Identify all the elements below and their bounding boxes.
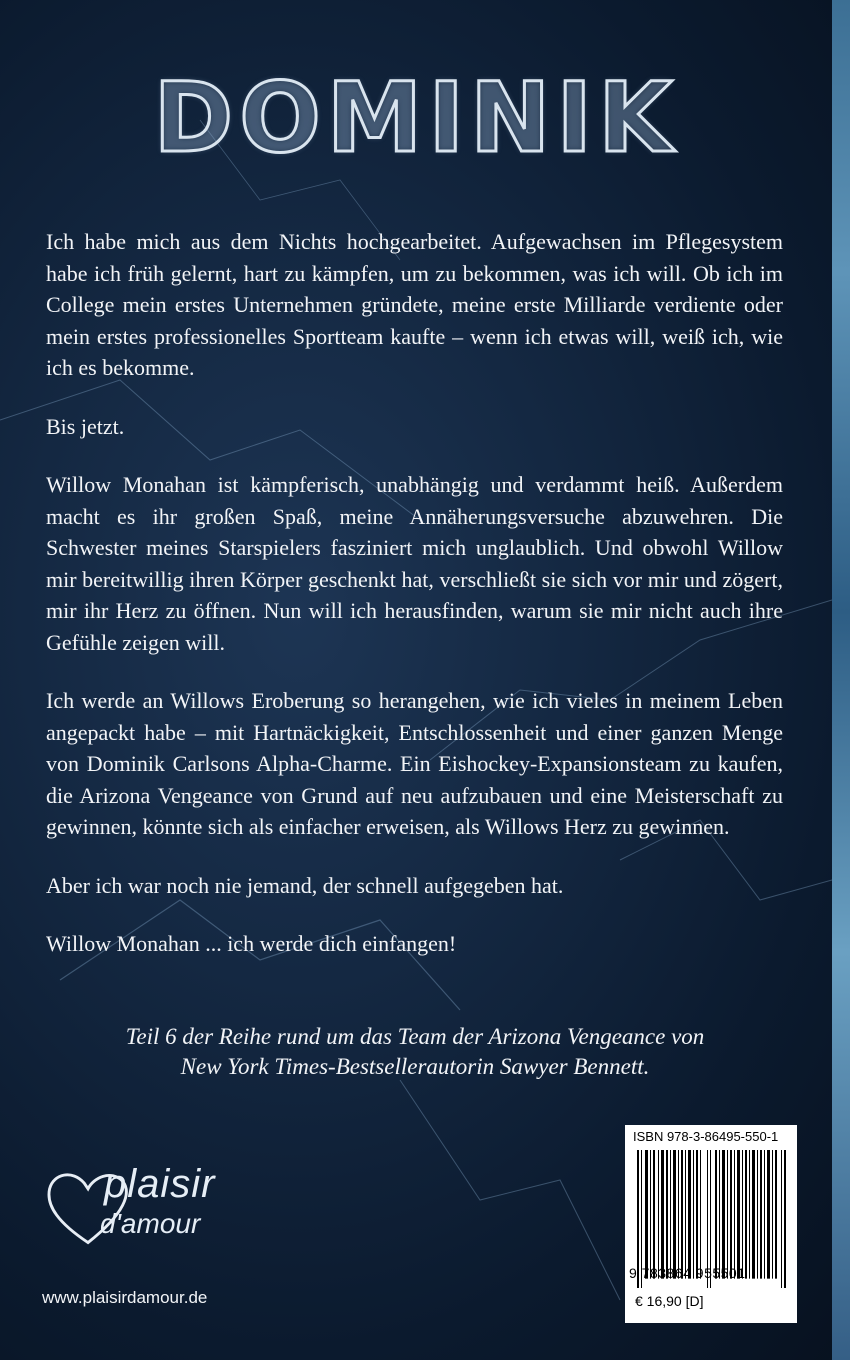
series-line-2: New York Times-Bestsellerautorin Sawyer Bennett. — [180, 1054, 650, 1079]
blurb-paragraph-2: Bis jetzt. — [46, 413, 125, 439]
series-line-1: Teil 6 der Reihe rund um das Team der Arizona Vengeance von — [125, 1024, 705, 1049]
blurb-paragraph-5: Aber ich war noch nie jemand, der schnell aufgegeben hat. — [46, 872, 564, 898]
blurb-paragraph-6: Willow Monahan ... ich werde dich einfangen! — [46, 931, 457, 956]
blurb-paragraph-3: Willow Monahan ist kämpferisch, unabhängig und verdammt heiß. Außerdem macht es ihr großen Spaß, meine Annäherungsversuche abzuwehren. Die Schwester meines Starspielers fasziniert mich unglaublich. Und obwohl Willow mir bereitwillig ihren Körper geschenkt hat, verschließt sie sich vor mir und zögert, mir ihr Herz zu öffnen. Nun will ich herausfinden, warum sie mir nicht auch ihre Gefühle zeigen will. — [46, 472, 783, 655]
blurb-paragraph-1: Ich habe mich aus dem Nichts hochgearbeitet. Aufgewachsen im Pflegesystem habe ich früh gelernt, hart zu kämpfen, um zu bekommen, was ich will. Ob ich im College mein erstes Unternehmen gründete, meine erste Milliarde verdiente oder mein erstes professionelles Sportteam kaufte – wenn ich etwas will, weiß ich, wie ich es bekomme. — [46, 229, 783, 380]
blurb — [46, 226, 783, 987]
logo-word-damour: d'amour — [100, 1208, 201, 1239]
series-note — [40, 1022, 790, 1082]
spine-edge — [832, 0, 850, 1360]
blurb-paragraph-4: Ich werde an Willows Eroberung so herangehen, wie ich vieles in meinem Leben angepackt habe – mit Hartnäckigkeit, Entschlossenheit und einer ganzen Menge von Dominik Carlsons Alpha-Charme. Ein Eishockey-Expansionsteam zu kaufen, die Arizona Vengeance von Grund auf neu aufzubauen und eine Meisterschaft zu gewinnen, könnte sich als einfacher erweisen, als Willows Herz zu gewinnen. — [46, 688, 783, 839]
price-label: € 16,90 [D] — [635, 1293, 704, 1309]
book-title: DOMINIK — [153, 62, 679, 174]
isbn-barcode-box — [625, 1125, 797, 1323]
barcode-number: 9 783864 955501 — [629, 1265, 746, 1281]
logo-word-plaisir: plaisir — [104, 1162, 216, 1206]
publisher-logo — [40, 1160, 300, 1280]
publisher-website[interactable]: www.plaisirdamour.de — [42, 1288, 208, 1307]
isbn-label: ISBN 978-3-86495-550-1 — [633, 1129, 779, 1144]
